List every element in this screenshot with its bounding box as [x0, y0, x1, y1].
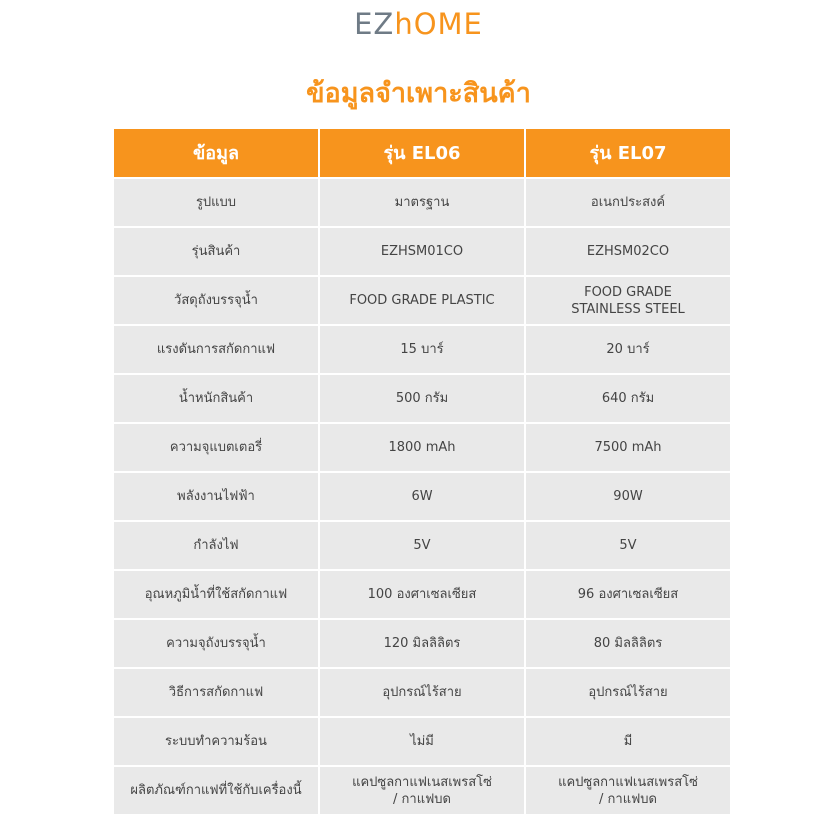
table-row [114, 375, 730, 422]
row-label: กำลังไฟ [114, 522, 318, 569]
row-value-el06: มาตรฐาน [320, 179, 524, 226]
logo-ez-text: EZ [354, 7, 395, 41]
row-label: วิธีการสกัดกาแฟ [114, 669, 318, 716]
row-value-el07: 80 มิลลิลิตร [526, 620, 730, 667]
table-row [114, 179, 730, 226]
row-value-el07: 7500 mAh [526, 424, 730, 471]
table-row [114, 620, 730, 667]
row-value-el07: FOOD GRADE STAINLESS STEEL [526, 277, 730, 324]
row-value-el07: 640 กรัม [526, 375, 730, 422]
table-row [114, 669, 730, 716]
table-row [114, 326, 730, 373]
table-row [114, 424, 730, 471]
row-value-el06: 120 มิลลิลิตร [320, 620, 524, 667]
row-value-el06: 100 องศาเซลเซียส [320, 571, 524, 618]
table-row [114, 473, 730, 520]
table-row [114, 571, 730, 618]
row-label: รูปแบบ [114, 179, 318, 226]
row-value-el06: 1800 mAh [320, 424, 524, 471]
row-value-el06: 15 บาร์ [320, 326, 524, 373]
spec-table [114, 129, 730, 816]
row-value-el07: 5V [526, 522, 730, 569]
row-value-el06: 6W [320, 473, 524, 520]
table-row [114, 277, 730, 324]
page-title: ข้อมูลจำเพาะสินค้า [306, 78, 531, 109]
table-row [114, 522, 730, 569]
row-label: พลังงานไฟฟ้า [114, 473, 318, 520]
row-label: ผลิตภัณฑ์กาแฟที่ใช้กับเครื่องนี้ [114, 767, 318, 814]
row-value-el07: อเนกประสงค์ [526, 179, 730, 226]
row-value-el06: 500 กรัม [320, 375, 524, 422]
row-label: น้ำหนักสินค้า [114, 375, 318, 422]
row-value-el06: แคปซูลกาแฟเนสเพรสโซ่ / กาแฟบด [320, 767, 524, 814]
table-row [114, 228, 730, 275]
table-body [114, 179, 730, 814]
row-value-el06: FOOD GRADE PLASTIC [320, 277, 524, 324]
row-value-el07: แคปซูลกาแฟเนสเพรสโซ่ / กาแฟบด [526, 767, 730, 814]
row-value-el07: อุปกรณ์ไร้สาย [526, 669, 730, 716]
header-el07: รุ่น EL07 [526, 129, 730, 177]
header-el06: รุ่น EL06 [320, 129, 524, 177]
row-value-el06: 5V [320, 522, 524, 569]
row-label: ความจุแบตเตอรี่ [114, 424, 318, 471]
header-info: ข้อมูล [114, 129, 318, 177]
row-label: แรงดันการสกัดกาแฟ [114, 326, 318, 373]
row-label: รุ่นสินค้า [114, 228, 318, 275]
row-label: ระบบทำความร้อน [114, 718, 318, 765]
table-header-row [114, 129, 730, 177]
brand-logo [0, 4, 837, 44]
logo-home-text: hOME [394, 7, 483, 41]
table-row [114, 718, 730, 765]
row-label: อุณหภูมิน้ำที่ใช้สกัดกาแฟ [114, 571, 318, 618]
row-value-el07: 96 องศาเซลเซียส [526, 571, 730, 618]
row-label: ความจุถังบรรจุน้ำ [114, 620, 318, 667]
row-value-el07: มี [526, 718, 730, 765]
row-value-el07: 20 บาร์ [526, 326, 730, 373]
row-value-el06: อุปกรณ์ไร้สาย [320, 669, 524, 716]
row-value-el06: EZHSM01CO [320, 228, 524, 275]
table-row [114, 767, 730, 814]
row-label: วัสดุถังบรรจุน้ำ [114, 277, 318, 324]
row-value-el07: EZHSM02CO [526, 228, 730, 275]
row-value-el06: ไม่มี [320, 718, 524, 765]
row-value-el07: 90W [526, 473, 730, 520]
